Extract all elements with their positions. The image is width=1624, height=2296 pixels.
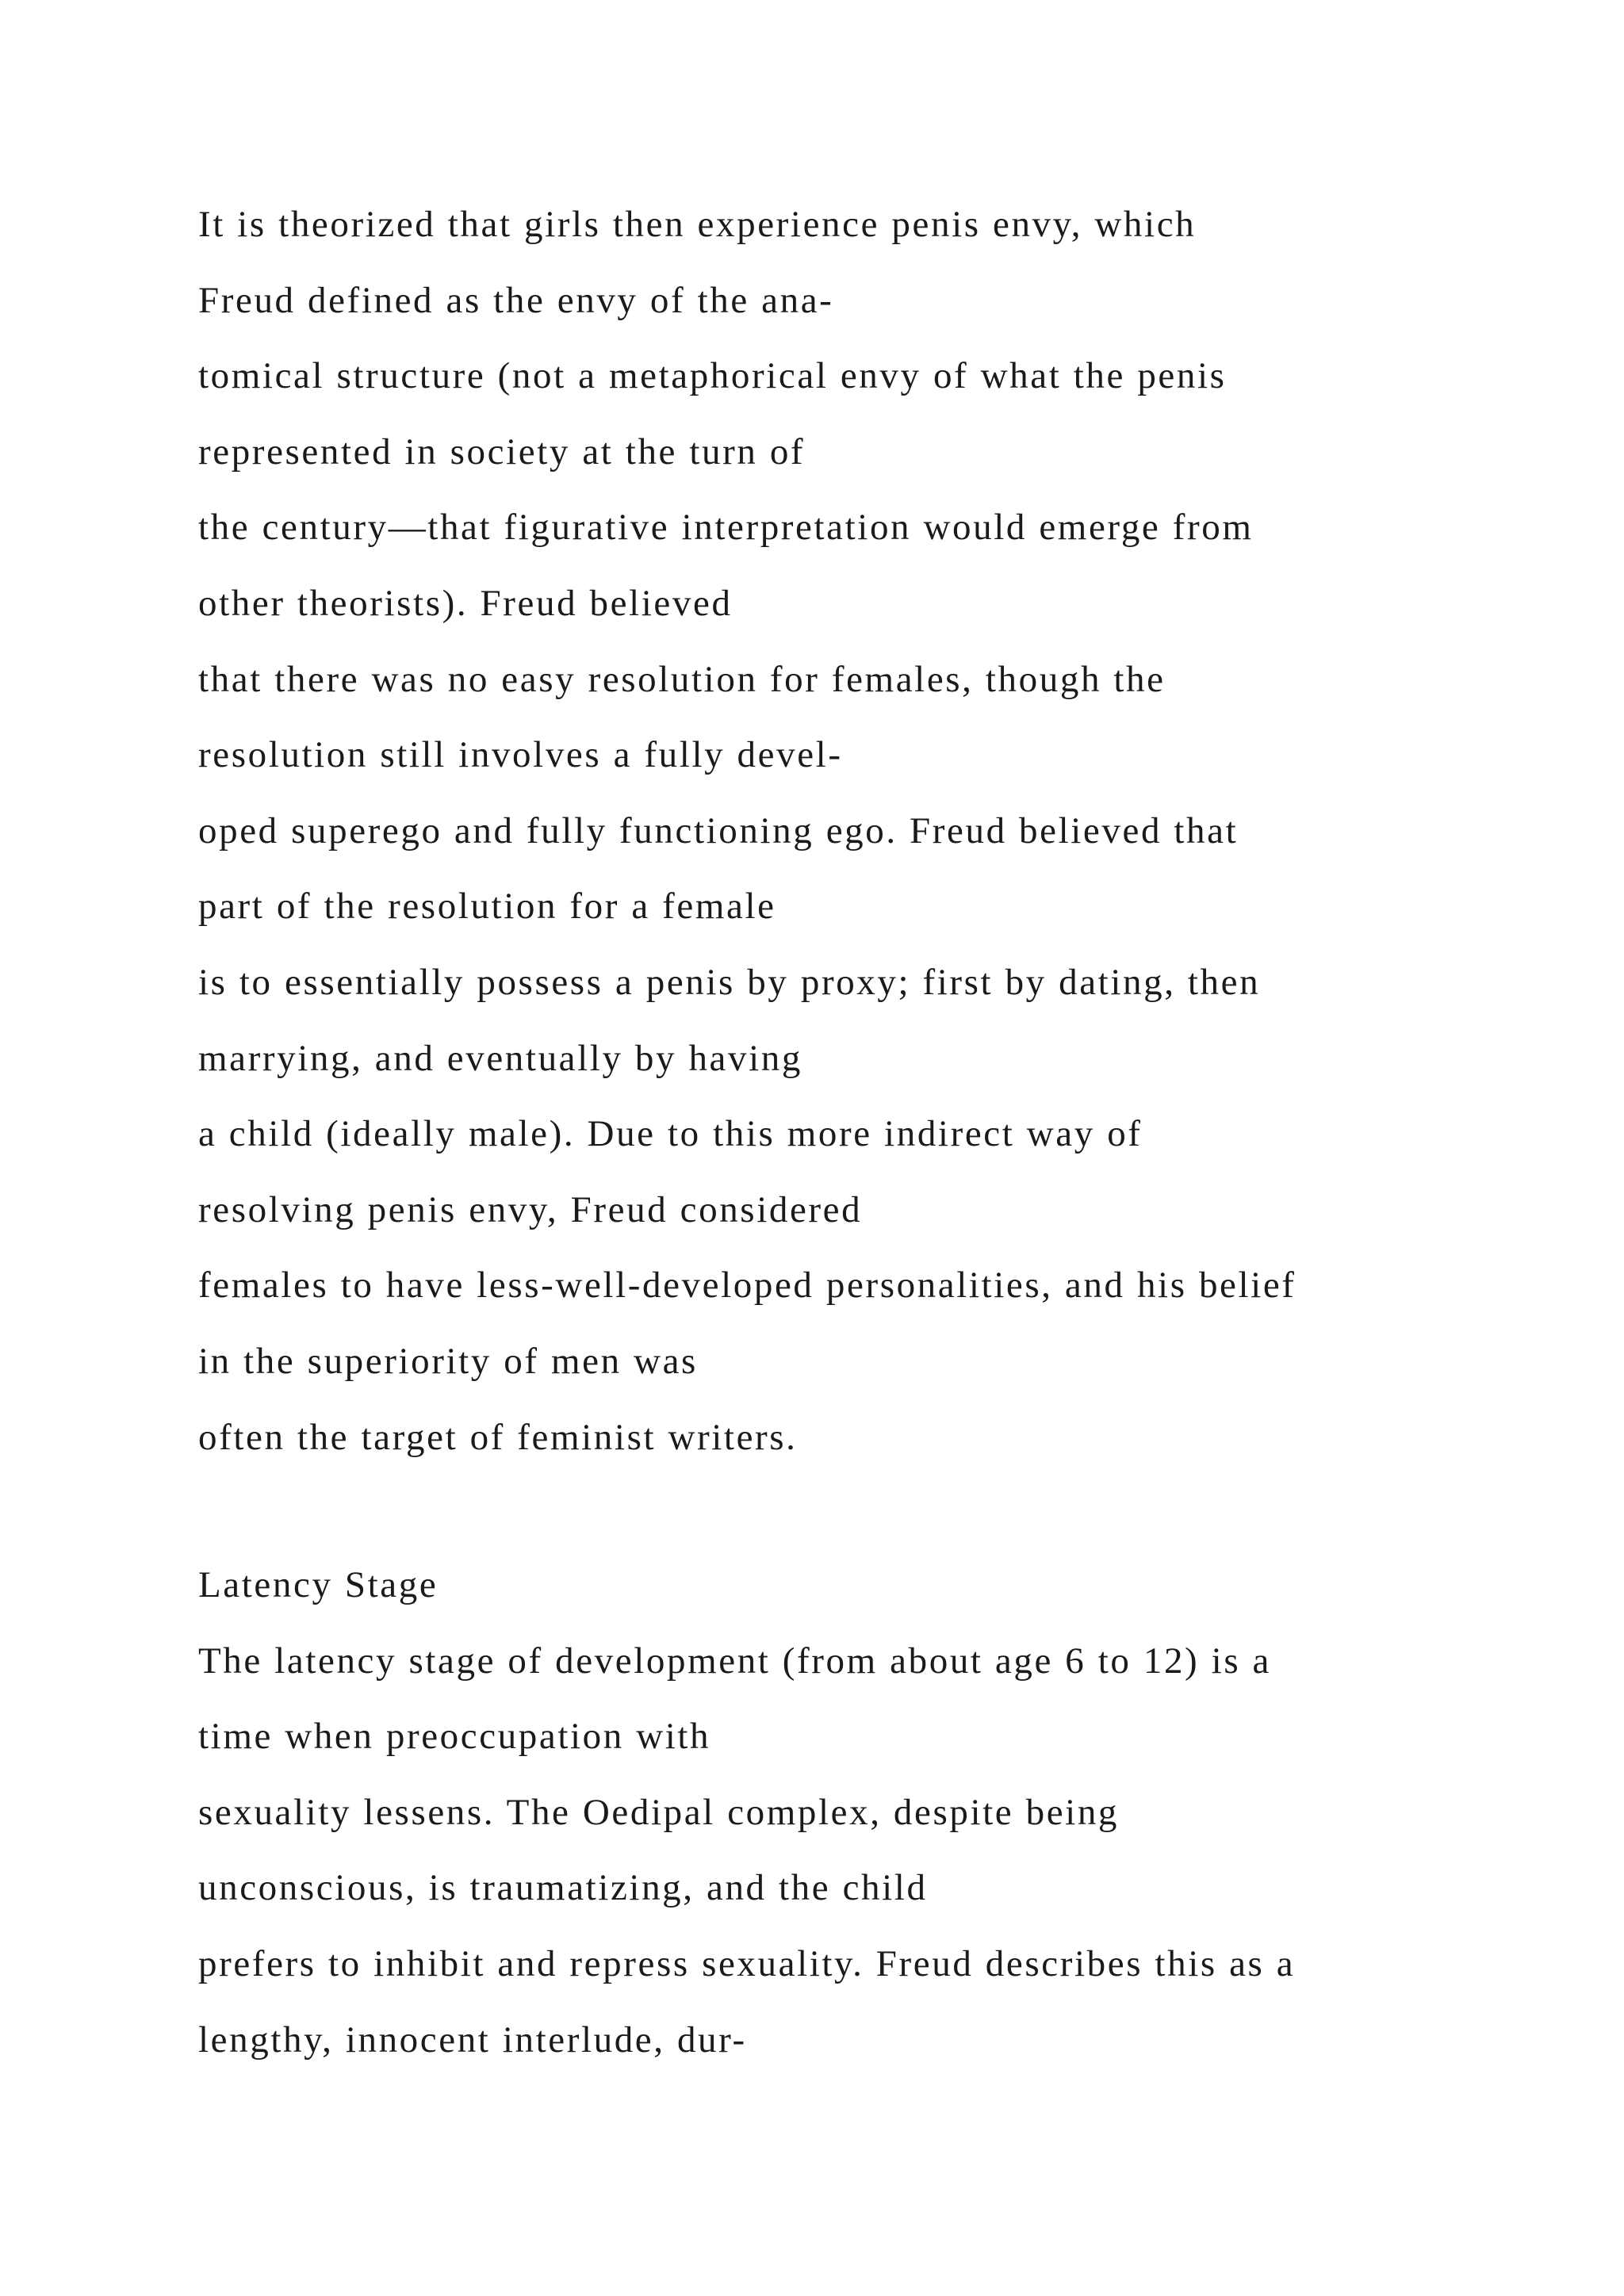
text-line: It is theorized that girls then experience penis envy, which: [198, 204, 1197, 245]
text-line: prefers to inhibit and repress sexuality. Freud describes this as a: [198, 1942, 1296, 1984]
text-line: lengthy, innocent interlude, dur-: [198, 2019, 747, 2061]
text-line: that there was no easy resolution for females, though the: [198, 658, 1166, 700]
text-line: time when preoccupation with: [198, 1716, 711, 1758]
text-line: other theorists). Freud believed: [198, 582, 733, 624]
text-line: the century—that figurative interpretation would emerge from: [198, 507, 1254, 549]
text-line: a child (ideally male). Due to this more indirect way of: [198, 1113, 1143, 1155]
text-line: marrying, and eventually by having: [198, 1037, 802, 1079]
text-line: is to essentially possess a penis by proxy; first by dating, then: [198, 961, 1261, 1003]
text-line: resolution still involves a fully devel-: [198, 734, 843, 776]
text-line: resolving penis envy, Freud considered: [198, 1188, 863, 1230]
text-line: The latency stage of development (from about age 6 to 12) is a: [198, 1640, 1272, 1682]
section-heading: Latency Stage: [198, 1564, 439, 1605]
text-line: Freud defined as the envy of the ana-: [198, 279, 834, 321]
paragraph-latency-stage: [198, 1548, 1562, 2078]
text-line: often the target of feminist writers.: [198, 1416, 798, 1458]
text-line: females to have less-well-developed personalities, and his belief: [198, 1265, 1297, 1307]
text-line: sexuality lessens. The Oedipal complex, despite being: [198, 1791, 1120, 1833]
text-line: oped superego and fully functioning ego. Freud believed that: [198, 809, 1239, 851]
text-line: part of the resolution for a female: [198, 886, 776, 928]
text-line: unconscious, is traumatizing, and the child: [198, 1867, 928, 1909]
text-line: represented in society at the turn of: [198, 430, 806, 473]
paragraph-penis-envy: [198, 187, 1562, 1475]
text-line: in the superiority of men was: [198, 1340, 698, 1382]
text-line: tomical structure (not a metaphorical envy of what the penis: [198, 355, 1227, 397]
